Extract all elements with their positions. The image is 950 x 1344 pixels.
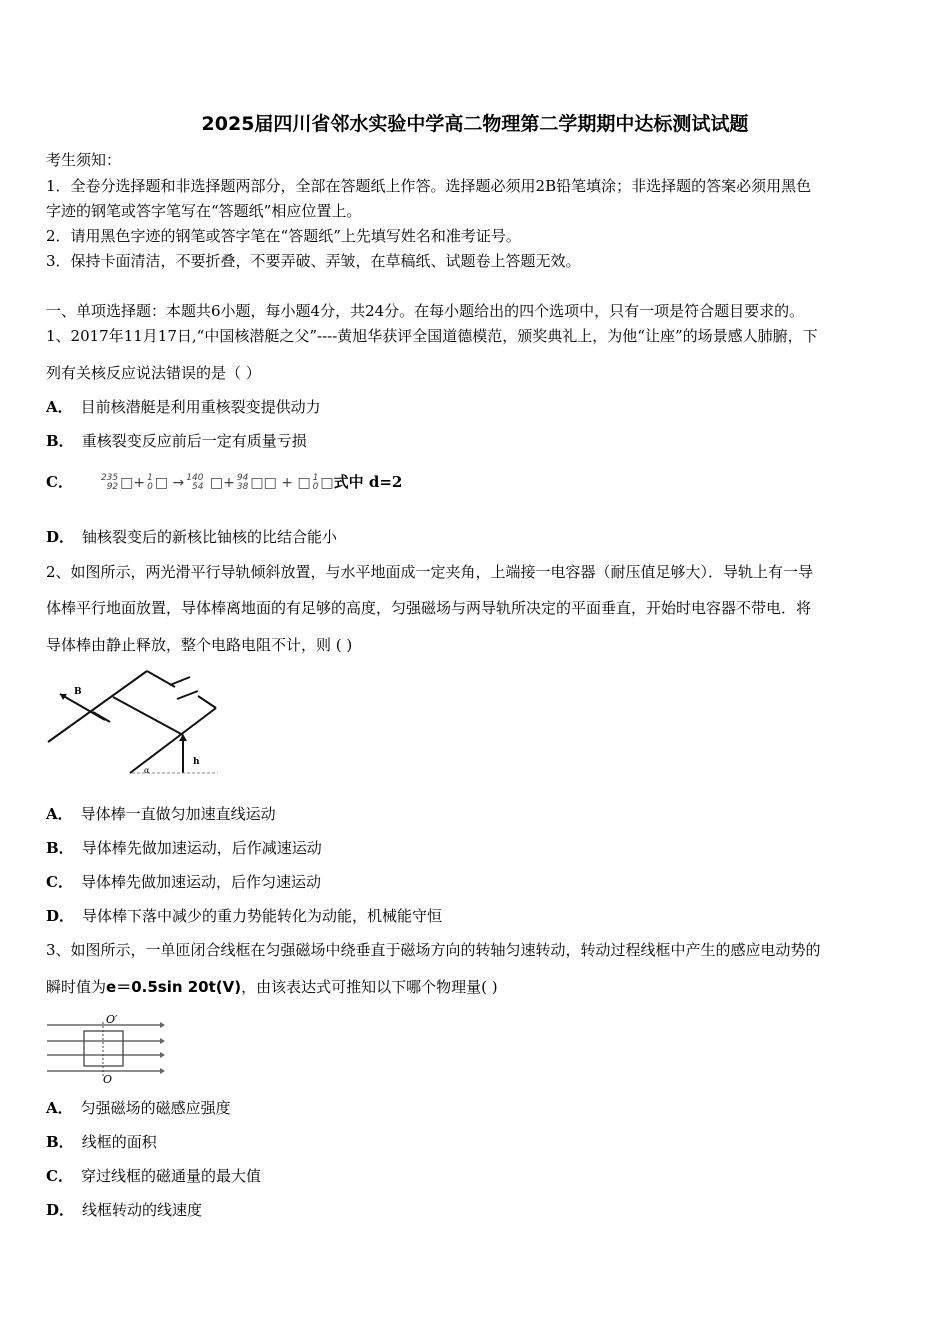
q2-option-a	[46, 804, 276, 824]
option-label: B．	[46, 839, 74, 857]
option-label: D．	[46, 1201, 75, 1219]
field-b-label: B	[74, 687, 82, 697]
axis-top-label: O′	[106, 1013, 118, 1026]
notice-line: 2．请用黑色字迹的钢笔或答字笔在“答题纸”上先填写姓名和准考证号。	[46, 227, 521, 245]
q3-coil-figure	[40, 1010, 170, 1090]
q3-stem: 瞬时值为e＝0.5sin 20t(V)，由该表达式可推知以下哪个物理量( )	[46, 978, 498, 996]
q2-option-b	[46, 838, 322, 858]
option-label: A．	[46, 805, 73, 823]
q1-stem: 1、2017年11月17日,“中国核潜艇之父”----黄旭华获评全国道德模范，颁奖典礼上，为他“让座”的场景感人肺腑，下	[46, 327, 818, 345]
page-title: 2025届四川省邻水实验中学高二物理第二学期期中达标测试试题	[201, 113, 749, 135]
q3-option-c	[46, 1166, 261, 1186]
q2-option-d	[46, 906, 442, 926]
q1-option-d	[46, 527, 337, 547]
q1-option-c	[46, 472, 402, 493]
nuclear-equation: 235 92 □+ 1 0 □ → 140 54 □+ 94 38 □□ + □ 1 0 □	[100, 473, 334, 492]
option-label: C．	[46, 1167, 73, 1185]
q3-option-d	[46, 1200, 202, 1220]
option-label: B．	[46, 1133, 74, 1151]
option-text: 导体棒先做加速运动，后作减速运动	[81, 839, 322, 857]
option-text: 导体棒一直做匀加速直线运动	[80, 805, 276, 823]
q2-stem: 导体棒由静止释放，整个电路电阻不计，则 ( )	[46, 636, 353, 654]
option-text: 导体棒先做加速运动，后作匀速运动	[80, 873, 321, 891]
option-label: A．	[46, 1099, 73, 1117]
notice-line: 1．全卷分选择题和非选择题两部分，全部在答题纸上作答。选择题必须用2B铅笔填涂；非选择题的答案必须用黑色	[46, 177, 812, 195]
emf-formula: e＝0.5sin 20t(V)	[106, 978, 242, 996]
option-text: 线框转动的线速度	[82, 1201, 203, 1219]
q2-option-c	[46, 872, 321, 892]
notice-line: 字迹的钢笔或答字笔写在“答题纸”相应位置上。	[46, 202, 362, 220]
option-text: 铀核裂变后的新核比铀核的比结合能小	[82, 528, 338, 546]
option-text: 重核裂变反应前后一定有质量亏损	[81, 432, 307, 450]
q1-stem: 列有关核反应说法错误的是（ ）	[46, 364, 261, 382]
section-heading: 一、单项选择题：本题共6小题，每小题4分，共24分。在每小题给出的四个选项中，只有一项是符合题目要求的。	[46, 302, 805, 320]
option-label: C．	[46, 873, 73, 891]
q2-rail-capacitor-figure	[40, 665, 230, 785]
q3-option-b	[46, 1132, 157, 1152]
option-label: D．	[46, 528, 75, 546]
q1-option-a	[46, 397, 321, 417]
option-text: 导体棒下落中减少的重力势能转化为动能，机械能守恒	[82, 907, 443, 925]
option-text: 匀强磁场的磁感应强度	[80, 1099, 231, 1117]
option-label: C．	[46, 473, 73, 491]
option-text: 穿过线框的磁通量的最大值	[80, 1167, 261, 1185]
option-text: 式中 d=2	[333, 473, 403, 491]
option-label: A．	[46, 398, 73, 416]
q3-option-a	[46, 1098, 231, 1118]
option-text: 线框的面积	[81, 1133, 157, 1151]
axis-bottom-label: O	[103, 1073, 113, 1086]
option-text: 目前核潜艇是利用重核裂变提供动力	[80, 398, 321, 416]
q3-stem: 3、如图所示，一单匝闭合线框在匀强磁场中绕垂直于磁场方向的转轴匀速转动，转动过程线框中产生的感应电动势的	[46, 941, 821, 959]
angle-label: α	[144, 766, 150, 775]
option-label: D．	[46, 907, 75, 925]
notice-line: 3．保持卡面清洁，不要折叠，不要弄破、弄皱，在草稿纸、试题卷上答题无效。	[46, 252, 581, 270]
q1-option-b	[46, 431, 307, 451]
q2-stem: 2、如图所示，两光滑平行导轨倾斜放置，与水平地面成一定夹角，上端接一电容器（耐压值足够大）．导轨上有一导	[46, 563, 814, 581]
option-label: B．	[46, 432, 74, 450]
notice-heading: 考生须知：	[46, 151, 122, 169]
height-label: h	[193, 757, 200, 767]
q2-stem: 体棒平行地面放置，导体棒离地面的有足够的高度，匀强磁场与两导轨所决定的平面垂直，开始时电容器不带电．将	[46, 599, 812, 617]
